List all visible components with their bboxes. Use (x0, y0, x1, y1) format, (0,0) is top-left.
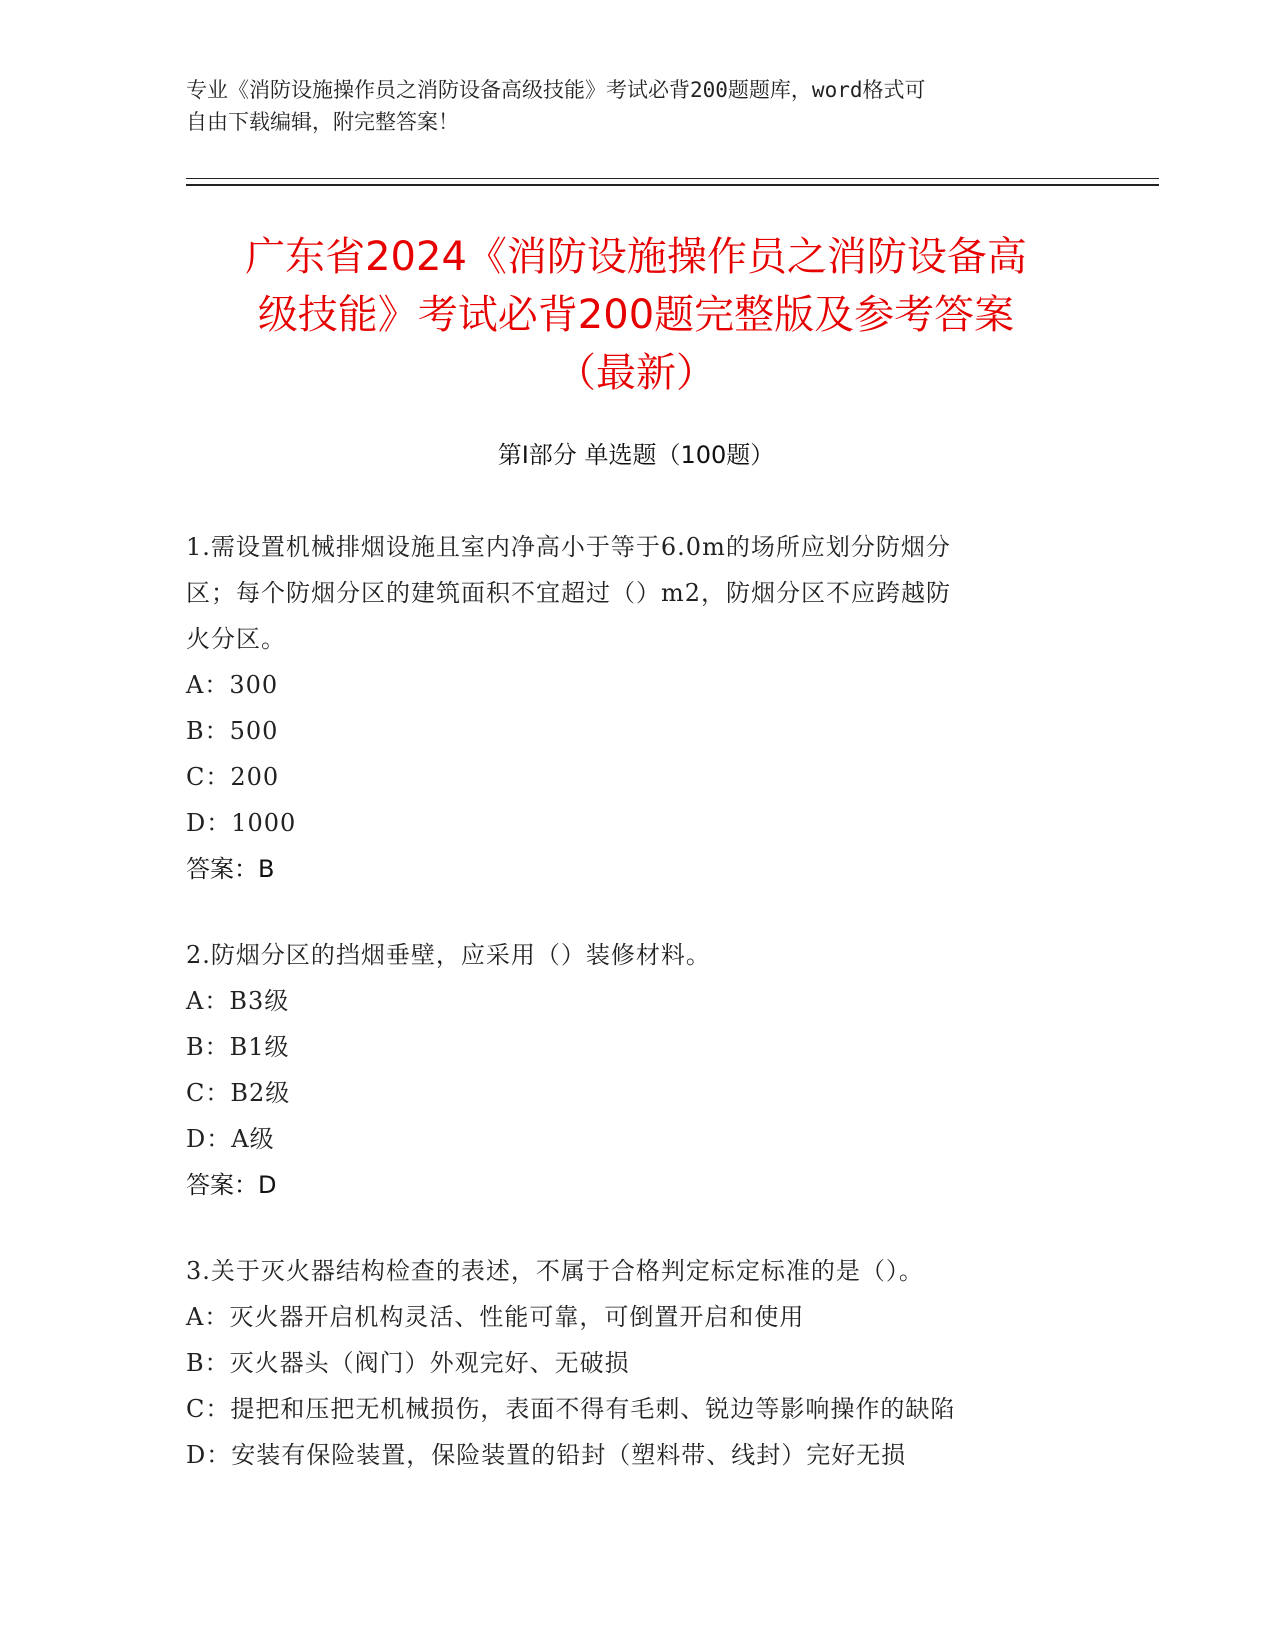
option-b: B：B1级 (186, 1033, 290, 1061)
question-stem-line: 2.防烟分区的挡烟垂壁，应采用（）装修材料。 (186, 941, 711, 969)
option-a: A：B3级 (186, 987, 290, 1015)
option-a: A：300 (186, 671, 279, 699)
answer: 答案：D (186, 1171, 277, 1199)
question-stem-line: 3.关于灭火器结构检查的表述，不属于合格判定标定标准的是（）。 (186, 1257, 924, 1285)
section-title: 第I部分 单选题（100题） (497, 441, 775, 469)
title-line-3: （最新） (556, 350, 716, 396)
option-a: A：灭火器开启机构灵活、性能可靠，可倒置开启和使用 (186, 1303, 805, 1331)
option-d: D：安装有保险装置，保险装置的铅封（塑料带、线封）完好无损 (186, 1441, 907, 1469)
document-title (186, 228, 1086, 402)
header-divider-thick (186, 184, 1159, 186)
option-d: D：1000 (186, 809, 297, 837)
option-b: B：500 (186, 717, 279, 745)
question-stem (186, 1248, 1086, 1294)
header-note-line-1: 专业《消防设施操作员之消防设备高级技能》考试必背200题题库，word格式可 (186, 78, 926, 102)
title-line-2: 级技能》考试必背200题完整版及参考答案 (257, 292, 1015, 338)
question-3 (186, 1248, 1086, 1478)
question-stem-line: 火分区。 (186, 625, 286, 653)
question-1 (186, 524, 1086, 892)
option-d: D：A级 (186, 1125, 275, 1153)
question-stem-line: 区；每个防烟分区的建筑面积不宜超过（）m2，防烟分区不应跨越防 (186, 579, 952, 607)
header-note (186, 74, 1086, 138)
header-divider-thin (186, 178, 1159, 179)
option-c: C：B2级 (186, 1079, 291, 1107)
option-b: B：灭火器头（阀门）外观完好、无破损 (186, 1349, 630, 1377)
answer: 答案：B (186, 855, 275, 883)
header-note-line-2: 自由下载编辑，附完整答案！ (186, 110, 459, 134)
question-stem (186, 524, 1086, 662)
option-c: C：200 (186, 763, 280, 791)
option-c: C：提把和压把无机械损伤，表面不得有毛刺、锐边等影响操作的缺陷 (186, 1395, 956, 1423)
question-list (186, 524, 1086, 1518)
title-line-1: 广东省2024《消防设施操作员之消防设备高 (245, 234, 1027, 280)
question-2 (186, 932, 1086, 1208)
question-stem-line: 1.需设置机械排烟设施且室内净高小于等于6.0m的场所应划分防烟分 (186, 533, 951, 561)
question-stem (186, 932, 1086, 978)
